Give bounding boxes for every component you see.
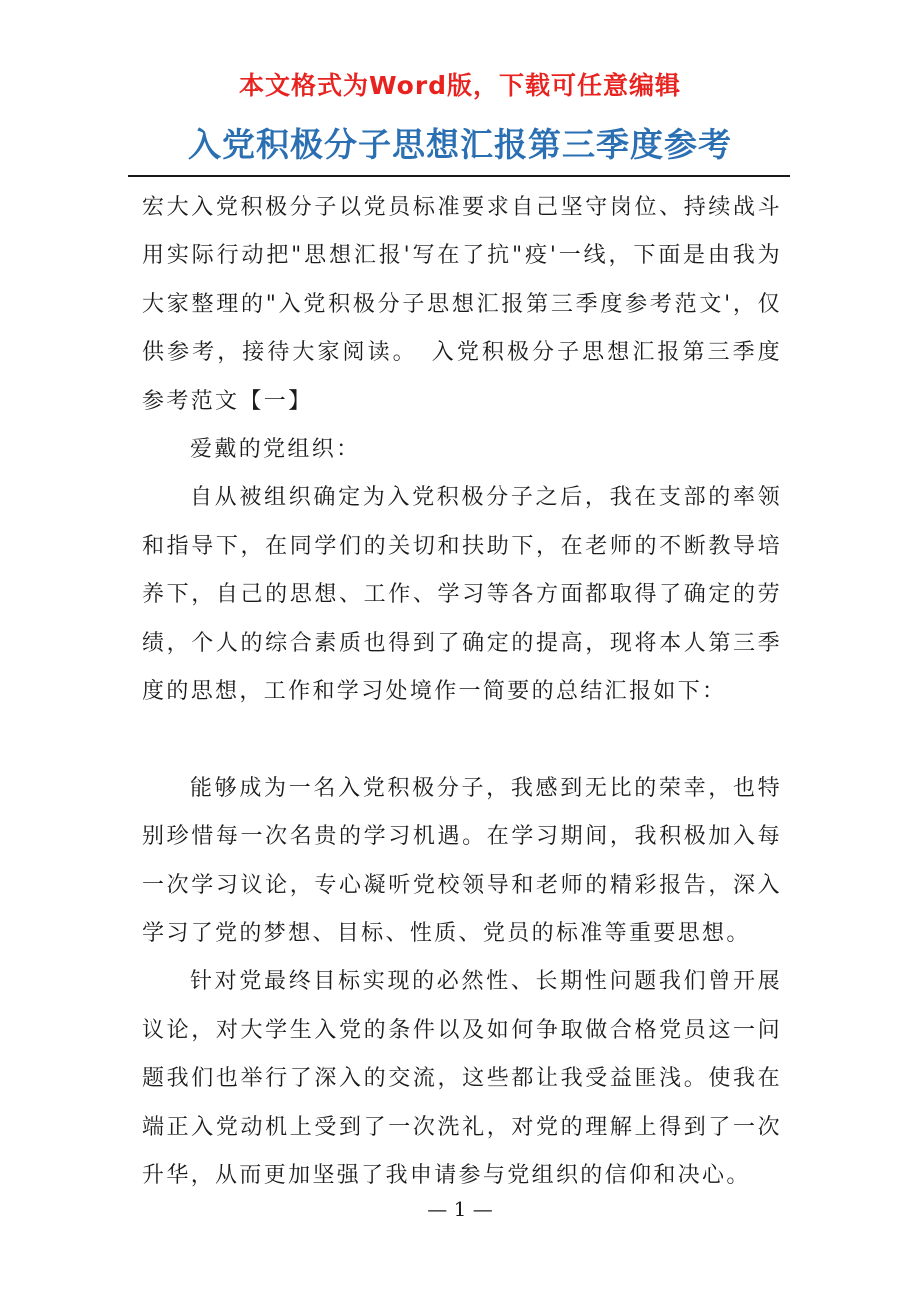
intro-paragraph: 宏大入党积极分子以党员标准要求自己坚守岗位、持续战斗用实际行动把"思想汇报'写在了抗"疫'一线，下面是由我为大家整理的"入党积极分子思想汇报第三季度参考范文'，仅供参考，接待大家阅读。 入党积极分子思想汇报第三季度参考范文【一】 — [142, 195, 782, 414]
document-title: 入党积极分子思想汇报第三季度参考 — [188, 125, 732, 164]
body-paragraph: 针对党最终目标实现的必然性、长期性问题我们曾开展议论，对大学生入党的条件以及如何争取做合格党员这一问题我们也举行了深入的交流，这些都让我受益匪浅。使我在端正入党动机上受到了一次洗礼，对党的理解上得到了一次升华，从而更加坚强了我申请参与党组织的信仰和决心。 — [142, 969, 782, 1189]
format-notice: 本文格式为Word版，下载可任意编辑 — [238, 71, 682, 100]
document-body — [142, 184, 782, 1201]
page-number: — 1 — — [427, 1197, 493, 1221]
title-divider — [128, 175, 790, 177]
body-paragraph: 能够成为一名入党积极分子，我感到无比的荣幸，也特别珍惜每一次名贵的学习机遇。在学习期间，我积极加入每一次学习议论，专心凝听党校领导和老师的精彩报告，深入学习了党的梦想、目标、性质、党员的标准等重要思想。 — [142, 775, 782, 947]
body-paragraph: 自从被组织确定为入党积极分子之后，我在支部的率领和指导下，在同学们的关切和扶助下，在老师的不断教导培养下，自己的思想、工作、学习等各方面都取得了确定的劳绩，个人的综合素质也得到了确定的提高，现将本人第三季度的思想，工作和学习处境作一简要的总结汇报如下： — [142, 485, 782, 705]
salutation: 爱戴的党组织： — [190, 437, 361, 463]
blank-line — [142, 716, 782, 764]
